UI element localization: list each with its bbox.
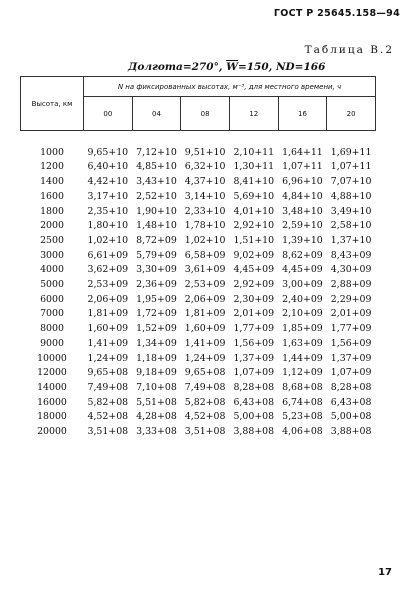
altitude-cell: 5000 [40,279,64,291]
value-cell: 3,48+10 [282,205,323,217]
value-cell: 2,92+10 [233,220,275,232]
value-cell: 3,61+09 [184,264,226,276]
value-cell: 1,02+10 [87,234,129,246]
value-cell: 6,61+09 [87,249,129,261]
table-row [21,307,376,322]
value-cell: 5,23+08 [282,411,323,423]
altitude-cell: 1800 [40,205,64,217]
value-cell: 7,10+08 [136,381,177,393]
value-cell: 7,12+10 [136,146,177,158]
value-cell: 1,48+10 [136,220,177,232]
value-cell: 1,56+09 [330,337,372,349]
value-cell: 1,81+09 [87,308,129,320]
value-cell: 3,00+09 [282,279,323,291]
value-cell: 5,00+08 [233,411,275,423]
value-cell: 6,74+08 [282,396,323,408]
value-cell: 2,53+09 [87,279,129,291]
value-cell: 1,77+09 [233,323,275,335]
value-cell: 2,30+09 [233,293,275,305]
altitude-cell: 3000 [40,249,64,261]
value-cell: 1,39+10 [282,234,323,246]
value-cell: 9,02+09 [233,249,275,261]
value-cell: 8,72+09 [136,234,177,246]
value-cell: 4,45+09 [233,264,275,276]
value-cell: 8,28+08 [233,381,275,393]
altitude-cell: 1200 [40,161,64,173]
value-cell: 8,62+09 [282,249,323,261]
spacer-row [21,131,376,146]
table-row [21,175,376,190]
hour-header: 20 [327,97,376,131]
value-cell: 1,24+09 [87,352,129,364]
value-cell: 1,64+11 [282,146,323,158]
value-cell: 4,85+10 [136,161,177,173]
value-cell: 8,68+08 [282,381,323,393]
value-cell: 5,82+08 [184,396,226,408]
table-condition [128,61,325,73]
value-cell: 1,81+09 [184,308,226,320]
table-row [21,190,376,205]
value-cell: 2,35+10 [87,205,129,217]
local-time-group-header: N на фиксированных высотах, м⁻³, для местного времени, ч [84,77,376,97]
value-cell: 4,01+10 [233,205,275,217]
table-row [21,205,376,220]
value-cell: 1,30+11 [233,161,275,173]
value-cell: 1,41+09 [87,337,129,349]
value-cell: 4,52+08 [184,411,226,423]
value-cell: 2,53+09 [184,279,226,291]
altitude-cell: 1000 [40,146,64,158]
value-cell: 1,07+11 [330,161,372,173]
value-cell: 7,49+08 [87,381,129,393]
value-cell: 7,49+08 [184,381,226,393]
value-cell: 1,12+09 [282,367,323,379]
altitude-cell: 14000 [37,381,67,393]
value-cell: 1,41+09 [184,337,226,349]
table-row [21,366,376,381]
value-cell: 1,07+11 [282,161,323,173]
value-cell: 1,52+09 [136,323,177,335]
value-cell: 3,49+10 [330,205,372,217]
value-cell: 1,07+09 [233,367,275,379]
value-cell: 1,72+09 [136,308,177,320]
value-cell: 2,01+09 [330,308,372,320]
value-cell: 9,51+10 [184,146,226,158]
altitude-cell: 1400 [40,176,64,188]
altitude-cell: 10000 [37,352,67,364]
value-cell: 7,07+10 [330,176,372,188]
hour-header: 16 [278,97,327,131]
hour-header: 12 [229,97,278,131]
hour-header: 04 [132,97,181,131]
value-cell: 9,65+10 [87,146,129,158]
value-cell: 8,28+08 [330,381,372,393]
table-row [21,352,376,367]
table-row [21,396,376,411]
altitude-cell: 16000 [37,396,67,408]
table-body [21,131,376,440]
value-cell: 2,01+09 [233,308,275,320]
table-row [21,322,376,337]
table-row [21,337,376,352]
value-cell: 2,10+09 [282,308,323,320]
value-cell: 3,51+08 [184,426,226,438]
value-cell: 2,58+10 [330,220,372,232]
value-cell: 1,51+10 [233,234,275,246]
value-cell: 3,33+08 [136,426,177,438]
table-row [21,249,376,264]
value-cell: 2,40+09 [282,293,323,305]
value-cell: 1,02+10 [184,234,226,246]
table-label: Таблица В.2 [304,44,394,56]
altitude-cell: 18000 [37,411,67,423]
value-cell: 4,06+08 [282,426,323,438]
value-cell: 3,51+08 [87,426,129,438]
value-cell: 1,90+10 [136,205,177,217]
value-cell: 1,56+09 [233,337,275,349]
condition-suffix: =150, ND=166 [237,61,326,73]
altitude-cell: 12000 [37,367,67,379]
table-row [21,410,376,425]
value-cell: 2,29+09 [330,293,372,305]
value-cell: 4,42+10 [87,176,129,188]
value-cell: 4,88+10 [330,190,372,202]
value-cell: 6,96+10 [282,176,323,188]
value-cell: 9,18+09 [136,367,177,379]
value-cell: 9,65+08 [184,367,226,379]
value-cell: 5,79+09 [136,249,177,261]
value-cell: 4,45+09 [282,264,323,276]
value-cell: 4,37+10 [184,176,226,188]
altitude-cell: 20000 [37,426,67,438]
altitude-cell: 2000 [40,220,64,232]
altitude-header: Высота, км [21,77,84,131]
altitude-cell: 9000 [40,337,64,349]
value-cell: 5,82+08 [87,396,129,408]
document-header: ГОСТ Р 25645.158—94 [273,8,400,19]
spacer-cell [21,131,376,146]
value-cell: 6,32+10 [184,161,226,173]
value-cell: 4,30+09 [330,264,372,276]
hour-header: 08 [181,97,230,131]
value-cell: 2,33+10 [184,205,226,217]
table-row [21,381,376,396]
value-cell: 6,58+09 [184,249,226,261]
value-cell: 1,44+09 [282,352,323,364]
value-cell: 6,40+10 [87,161,129,173]
value-cell: 2,59+10 [282,220,323,232]
value-cell: 1,78+10 [184,220,226,232]
altitude-cell: 8000 [40,323,64,335]
value-cell: 3,30+09 [136,264,177,276]
table-row [21,234,376,249]
value-cell: 2,36+09 [136,279,177,291]
altitude-cell: 7000 [40,308,64,320]
value-cell: 5,51+08 [136,396,177,408]
value-cell: 1,80+10 [87,220,129,232]
value-cell: 1,77+09 [330,323,372,335]
condition-prefix: Долгота=270°, [128,61,223,73]
value-cell: 8,41+10 [233,176,275,188]
table-row [21,146,376,161]
value-cell: 4,28+08 [136,411,177,423]
value-cell: 3,17+10 [87,190,129,202]
value-cell: 8,43+09 [330,249,372,261]
value-cell: 1,37+09 [330,352,372,364]
value-cell: 1,07+09 [330,367,372,379]
value-cell: 9,65+08 [87,367,129,379]
value-cell: 1,69+11 [330,146,372,158]
value-cell: 4,84+10 [282,190,323,202]
value-cell: 5,69+10 [233,190,275,202]
value-cell: 3,43+10 [136,176,177,188]
table-row [21,263,376,278]
value-cell: 1,60+09 [184,323,226,335]
value-cell: 2,10+11 [233,146,275,158]
value-cell: 1,63+09 [282,337,323,349]
value-cell: 1,34+09 [136,337,177,349]
hour-header: 00 [84,97,133,131]
table-row [21,425,376,440]
table-row [21,160,376,175]
density-table [20,76,376,440]
value-cell: 1,37+10 [330,234,372,246]
table-row [21,278,376,293]
altitude-cell: 4000 [40,264,64,276]
altitude-cell: 2500 [40,234,64,246]
value-cell: 6,43+08 [330,396,372,408]
value-cell: 3,88+08 [330,426,372,438]
value-cell: 1,95+09 [136,293,177,305]
altitude-cell: 6000 [40,293,64,305]
value-cell: 1,85+09 [282,323,323,335]
value-cell: 6,43+08 [233,396,275,408]
value-cell: 1,37+09 [233,352,275,364]
page-number: 17 [378,567,392,578]
table-row [21,293,376,308]
value-cell: 3,14+10 [184,190,226,202]
value-cell: 5,00+08 [330,411,372,423]
value-cell: 2,06+09 [87,293,129,305]
condition-w-symbol: $\overline{W}$ [226,61,238,73]
altitude-cell: 1600 [40,190,64,202]
value-cell: 1,18+09 [136,352,177,364]
value-cell: 2,06+09 [184,293,226,305]
value-cell: 3,88+08 [233,426,275,438]
value-cell: 4,52+08 [87,411,129,423]
value-cell: 2,92+09 [233,279,275,291]
value-cell: 1,60+09 [87,323,129,335]
table-row [21,219,376,234]
value-cell: 2,52+10 [136,190,177,202]
value-cell: 2,88+09 [330,279,372,291]
value-cell: 1,24+09 [184,352,226,364]
value-cell: 3,62+09 [87,264,129,276]
